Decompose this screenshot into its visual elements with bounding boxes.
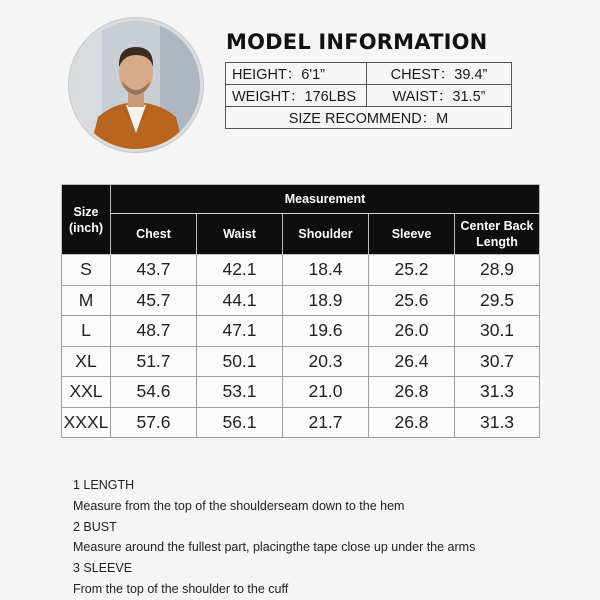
size-label-cell: L	[62, 316, 111, 347]
model-weight: WEIGHT：176LBS	[226, 85, 367, 107]
model-waist: WAIST：31.5”	[367, 85, 512, 107]
model-photo	[69, 18, 203, 152]
measurement-cell: 25.2	[369, 255, 455, 286]
table-row	[62, 285, 540, 316]
measurement-cell: 42.1	[197, 255, 283, 286]
measurement-cell: 21.0	[283, 377, 369, 408]
measurement-cell: 47.1	[197, 316, 283, 347]
table-row	[62, 255, 540, 286]
model-info-title: MODEL INFORMATION	[226, 30, 488, 54]
column-header: Waist	[197, 214, 283, 255]
measurement-cell: 31.3	[455, 407, 540, 438]
size-label-cell: XXXL	[62, 407, 111, 438]
model-info-row	[226, 107, 512, 129]
note-line: Measure around the fullest part, placingthe tape close up under the arms	[73, 540, 476, 555]
measurement-cell: 20.3	[283, 346, 369, 377]
measurement-cell: 56.1	[197, 407, 283, 438]
size-table	[61, 184, 540, 438]
model-height: HEIGHT：6'1”	[226, 63, 367, 85]
measurement-cell: 51.7	[111, 346, 197, 377]
measurement-cell: 44.1	[197, 285, 283, 316]
size-recommend: SIZE RECOMMEND：M	[226, 107, 512, 129]
column-header: Chest	[111, 214, 197, 255]
model-info-row	[226, 63, 512, 85]
column-header: Shoulder	[283, 214, 369, 255]
measurement-cell: 29.5	[455, 285, 540, 316]
note-line: 1 LENGTH	[73, 478, 135, 492]
measurement-cell: 30.1	[455, 316, 540, 347]
measurement-cell: 30.7	[455, 346, 540, 377]
measurement-cell: 48.7	[111, 316, 197, 347]
model-photo-image	[72, 21, 200, 149]
measurement-cell: 21.7	[283, 407, 369, 438]
model-info-table	[225, 62, 512, 129]
measurement-cell: 19.6	[283, 316, 369, 347]
size-header-label: Size (inch)	[68, 204, 104, 235]
measurement-cell: 26.8	[369, 407, 455, 438]
note-line: From the top of the shoulder to the cuff	[73, 581, 289, 596]
column-header: Center Back Length	[455, 214, 540, 255]
measurement-cell: 31.3	[455, 377, 540, 408]
note-line: 3 SLEEVE	[73, 561, 133, 576]
measurement-cell: 57.6	[111, 407, 197, 438]
table-row	[62, 316, 540, 347]
measurement-header: Measurement	[111, 185, 540, 214]
measurement-cell: 25.6	[369, 285, 455, 316]
measurement-cell: 26.0	[369, 316, 455, 347]
column-header: Sleeve	[369, 214, 455, 255]
measurement-cell: 53.1	[197, 377, 283, 408]
measurement-cell: 28.9	[455, 255, 540, 286]
measurement-cell: 50.1	[197, 346, 283, 377]
size-label-cell: XL	[62, 346, 111, 377]
measurement-cell: 26.8	[369, 377, 455, 408]
size-column-header	[62, 185, 111, 255]
table-row	[62, 377, 540, 408]
measurement-cell: 43.7	[111, 255, 197, 286]
size-label-cell: XXL	[62, 377, 111, 408]
table-row	[62, 407, 540, 438]
note-line: 2 BUST	[73, 519, 117, 534]
measurement-notes	[73, 475, 553, 600]
measurement-cell: 18.4	[283, 255, 369, 286]
measurement-cell: 45.7	[111, 285, 197, 316]
measurement-cell: 54.6	[111, 377, 197, 408]
model-chest: CHEST：39.4”	[367, 63, 512, 85]
measurement-cell: 26.4	[369, 346, 455, 377]
size-label-cell: S	[62, 255, 111, 286]
measurement-cell: 18.9	[283, 285, 369, 316]
note-line: Measure from the top of the shoulderseam down to the hem	[73, 498, 405, 513]
size-label-cell: M	[62, 285, 111, 316]
model-info-row	[226, 85, 512, 107]
table-row	[62, 346, 540, 377]
